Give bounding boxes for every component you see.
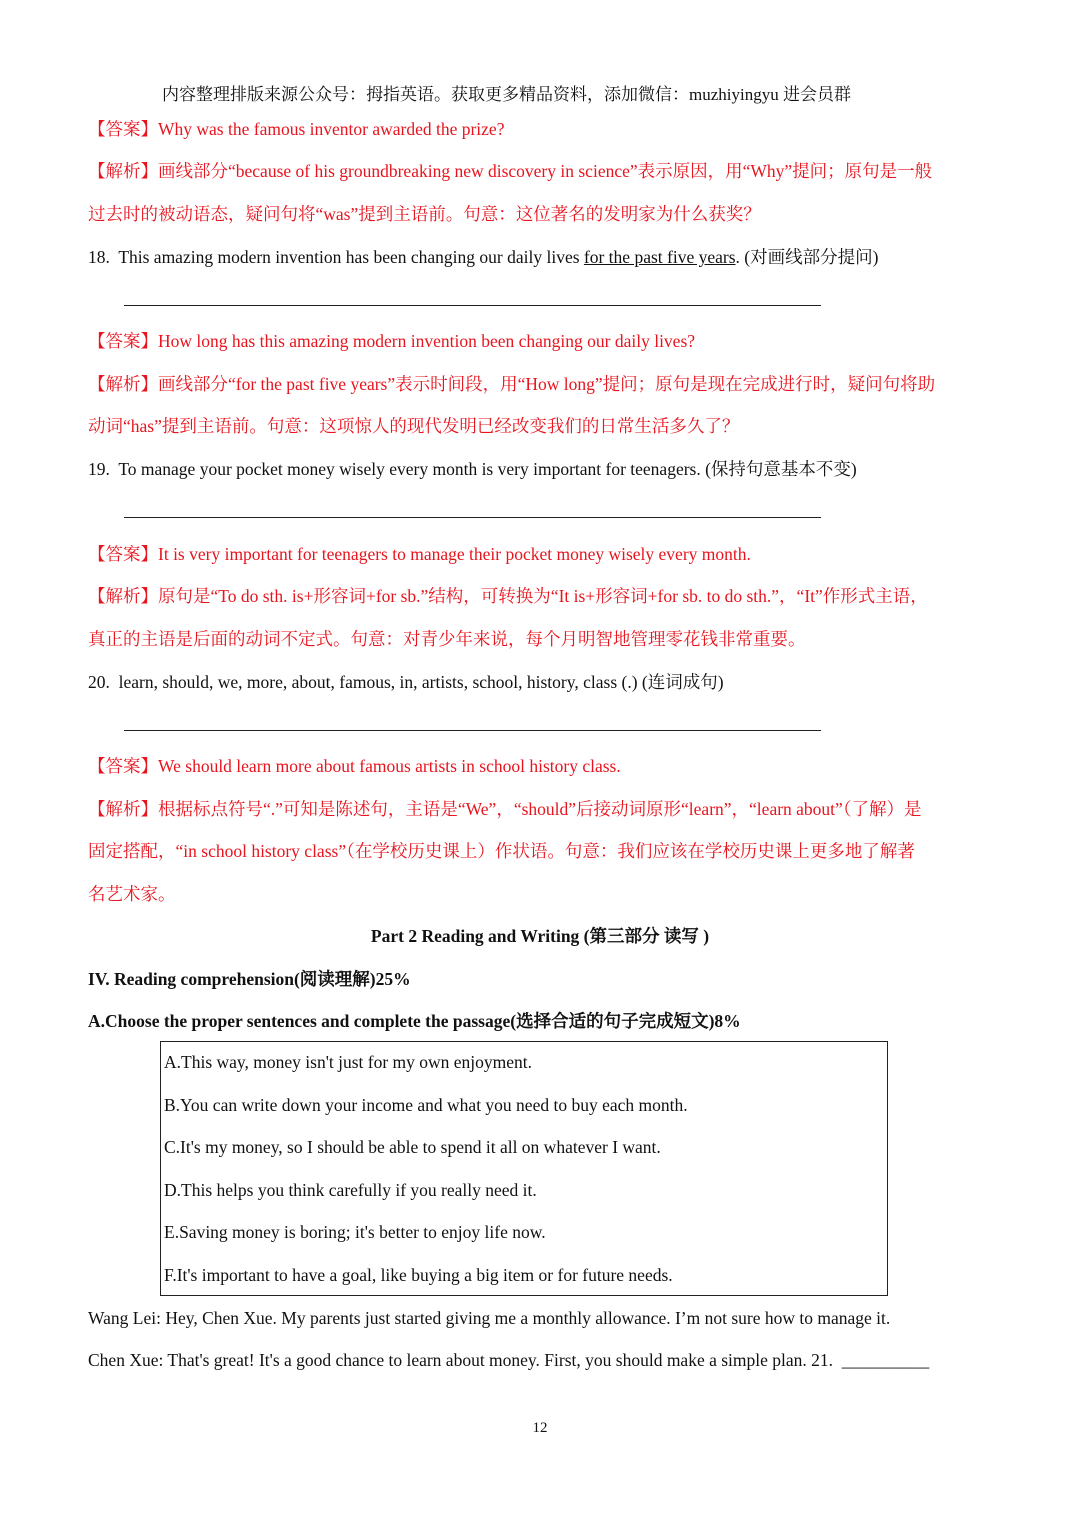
analysis-text: 画线部分“for the past five years”表示时间段，用“How long”提问；原句是现在完成进行时，疑问句将助 xyxy=(158,374,936,394)
analysis-tag: 【解析】 xyxy=(88,374,158,394)
q17-analysis-line-1 xyxy=(88,158,932,183)
q19-analysis-line-1 xyxy=(88,583,928,608)
q17-analysis-line-2: 过去时的被动语态，疑问句将“was”提到主语前。句意：这位著名的发明家为什么获奖？ xyxy=(88,204,761,224)
question-number: 20. xyxy=(88,672,110,692)
q18-question xyxy=(88,244,878,269)
answer-tag: 【答案】 xyxy=(88,756,158,776)
option-f: F.It's important to have a goal, like buying a big item or for future needs. xyxy=(164,1265,673,1285)
q19-answer-blank[interactable] xyxy=(124,517,821,518)
header-banner: 内容整理排版来源公众号：拇指英语。获取更多精品资料，添加微信：muzhiyingyu 进会员群 xyxy=(162,85,851,104)
q20-analysis-line-2: 固定搭配，“in school history class”（在学校历史课上）作状语。句意：我们应该在学校历史课上更多地了解著 xyxy=(88,841,915,861)
q20-answer xyxy=(88,753,621,778)
dialogue-text: Chen Xue: That's great! It's a good chance to learn about money. First, you should make a simple plan. 21. xyxy=(88,1350,834,1370)
q19-analysis-line-2: 真正的主语是后面的动词不定式。句意：对青少年来说，每个月明智地管理零花钱非常重要。 xyxy=(88,629,806,649)
q18-analysis-line-1 xyxy=(88,371,935,396)
option-d: D.This helps you think carefully if you really need it. xyxy=(164,1180,537,1200)
answer-tag: 【答案】 xyxy=(88,119,158,139)
dialogue-line-chen-xue xyxy=(88,1350,929,1371)
question-text: To manage your pocket money wisely every month is very important for teenagers. (保持句意基本不变) xyxy=(118,459,857,479)
dialogue-line-wang-lei: Wang Lei: Hey, Chen Xue. My parents just started giving me a monthly allowance. I’m not sure how to manage it. xyxy=(88,1308,891,1328)
section-a-heading: A.Choose the proper sentences and complete the passage(选择合适的句子完成短文)8% xyxy=(88,1011,741,1031)
answer-text: How long has this amazing modern invention been changing our daily lives? xyxy=(158,331,696,351)
q17-answer xyxy=(88,116,504,141)
analysis-tag: 【解析】 xyxy=(88,586,158,606)
q18-analysis-line-2: 动词“has”提到主语前。句意：这项惊人的现代发明已经改变我们的日常生活多久了？ xyxy=(88,416,740,436)
option-c: C.It's my money, so I should be able to spend it all on whatever I want. xyxy=(164,1137,661,1157)
underlined-phrase: for the past five years xyxy=(583,247,736,267)
options-box xyxy=(160,1041,888,1296)
page-number: 12 xyxy=(532,1420,548,1436)
analysis-text: 画线部分“because of his groundbreaking new discovery in science”表示原因，用“Why”提问；原句是一般 xyxy=(158,161,933,181)
part2-title: Part 2 Reading and Writing (第三部分 读写 ) xyxy=(370,926,710,946)
q18-answer xyxy=(88,328,695,353)
q18-answer-blank[interactable] xyxy=(124,305,821,306)
q19-question xyxy=(88,456,857,481)
section-iv-heading: IV. Reading comprehension(阅读理解)25% xyxy=(88,969,411,989)
answer-text: Why was the famous inventor awarded the prize? xyxy=(158,119,505,139)
q20-analysis-line-1 xyxy=(88,796,922,821)
blank-21[interactable]: __________ xyxy=(841,1350,930,1370)
answer-text: It is very important for teenagers to manage their pocket money wisely every month. xyxy=(158,544,751,564)
q20-question xyxy=(88,669,724,694)
analysis-text: 根据标点符号“.”可知是陈述句，主语是“We”，“should”后接动词原形“learn”，“learn about”（了解）是 xyxy=(158,799,922,819)
q19-answer xyxy=(88,541,751,566)
option-b: B.You can write down your income and what you need to buy each month. xyxy=(164,1095,688,1115)
question-number: 19. xyxy=(88,459,110,479)
q20-answer-blank[interactable] xyxy=(124,730,821,731)
analysis-tag: 【解析】 xyxy=(88,161,158,181)
answer-text: We should learn more about famous artists in school history class. xyxy=(158,756,621,776)
q20-analysis-line-3: 名艺术家。 xyxy=(88,884,176,904)
analysis-text: 原句是“To do sth. is+形容词+for sb.”结构，可转换为“It is+形容词+for sb. to do sth.”，“It”作形式主语， xyxy=(158,586,928,606)
question-instruction: . (对画线部分提问) xyxy=(735,247,879,267)
answer-tag: 【答案】 xyxy=(88,544,158,564)
option-a: A.This way, money isn't just for my own enjoyment. xyxy=(164,1052,533,1072)
answer-tag: 【答案】 xyxy=(88,331,158,351)
question-number: 18. xyxy=(88,247,110,267)
question-text: This amazing modern invention has been changing our daily lives xyxy=(118,247,584,267)
option-e: E.Saving money is boring; it's better to enjoy life now. xyxy=(164,1222,546,1242)
question-text: learn, should, we, more, about, famous, in, artists, school, history, class (.) (连词成句) xyxy=(118,672,724,692)
analysis-tag: 【解析】 xyxy=(88,799,158,819)
